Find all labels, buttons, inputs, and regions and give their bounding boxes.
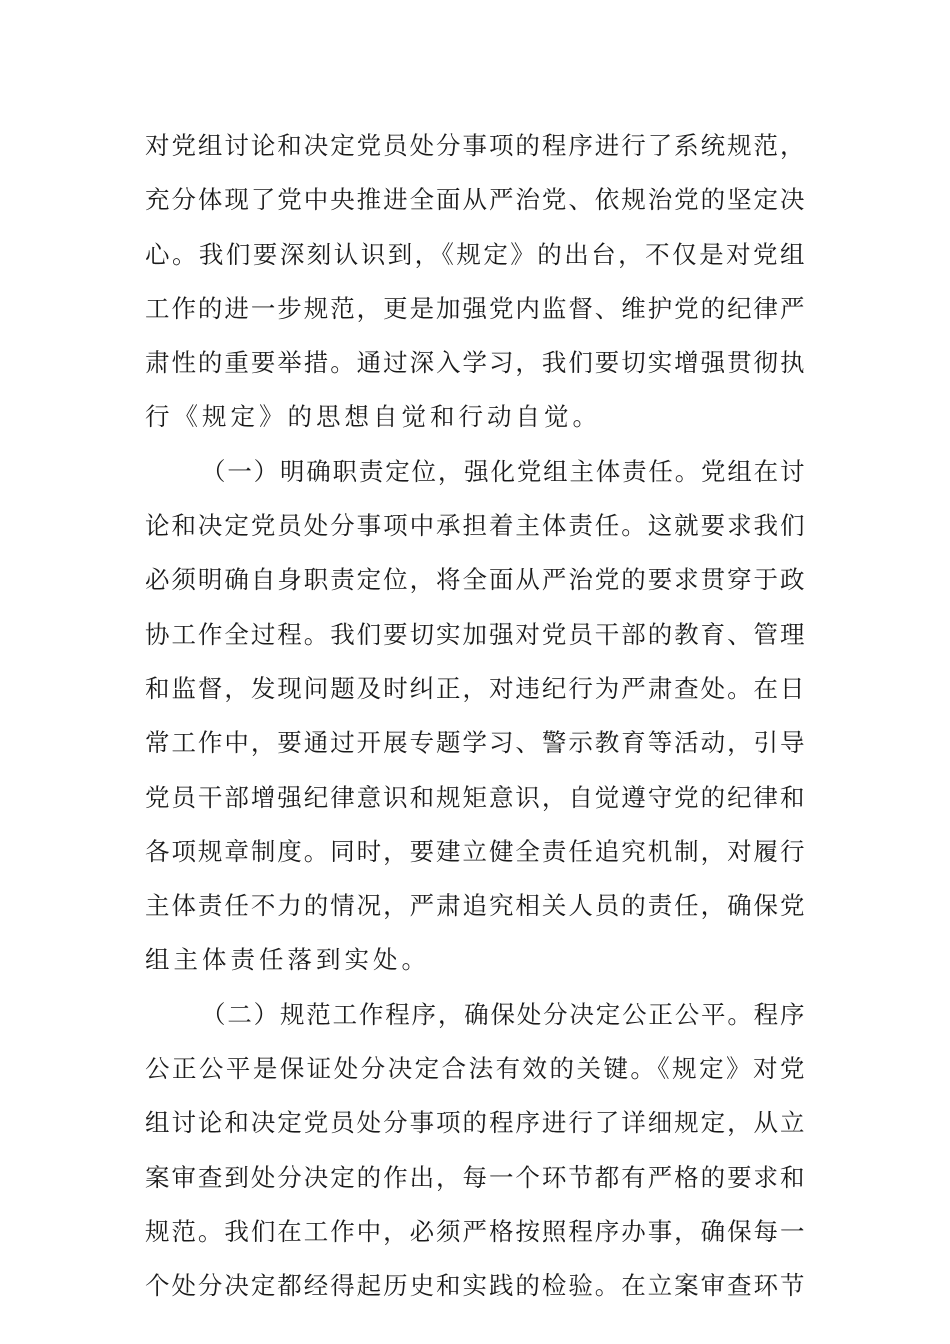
text-line: 肃性的重要举措。通过深入学习，我们要切实增强贯彻执 xyxy=(145,348,805,378)
text-line: 组主体责任落到实处。 xyxy=(145,945,430,975)
text-line: 和监督，发现问题及时纠正，对违纪行为严肃查处。在日 xyxy=(145,673,805,703)
text-line: 组讨论和决定党员处分事项的程序进行了详细规定，从立 xyxy=(145,1108,805,1138)
text-line: 必须明确自身职责定位，将全面从严治党的要求贯穿于政 xyxy=(145,565,805,595)
text-line: 行《规定》的思想自觉和行动自觉。 xyxy=(145,402,601,432)
document-body xyxy=(145,126,805,1321)
text-line: 主体责任不力的情况，严肃追究相关人员的责任，确保党 xyxy=(145,891,805,921)
text-line: 论和决定党员处分事项中承担着主体责任。这就要求我们 xyxy=(145,511,805,541)
section-heading-line: （一）明确职责定位，强化党组主体责任。党组在讨 xyxy=(201,456,805,486)
text-line: 常工作中，要通过开展专题学习、警示教育等活动，引导 xyxy=(145,728,805,758)
text-line: 工作的进一步规范，更是加强党内监督、维护党的纪律严 xyxy=(145,293,805,323)
text-line: 党员干部增强纪律意识和规矩意识，自觉遵守党的纪律和 xyxy=(145,782,805,812)
text-line: 公正公平是保证处分决定合法有效的关键。《规定》对党 xyxy=(145,1054,805,1084)
text-line: 充分体现了党中央推进全面从严治党、依规治党的坚定决 xyxy=(145,185,805,215)
section-heading-line: （二）规范工作程序，确保处分决定公正公平。程序 xyxy=(201,999,805,1029)
text-line: 各项规章制度。同时，要建立健全责任追究机制，对履行 xyxy=(145,836,805,866)
text-line: 个处分决定都经得起历史和实践的检验。在立案审查环节 xyxy=(145,1271,805,1301)
text-line: 规范。我们在工作中，必须严格按照程序办事，确保每一 xyxy=(145,1216,805,1246)
text-line: 协工作全过程。我们要切实加强对党员干部的教育、管理 xyxy=(145,619,805,649)
text-line: 案审查到处分决定的作出，每一个环节都有严格的要求和 xyxy=(145,1162,805,1192)
text-line: 对党组讨论和决定党员处分事项的程序进行了系统规范， xyxy=(145,131,805,160)
text-line: 心。我们要深刻认识到，《规定》的出台，不仅是对党组 xyxy=(145,239,805,269)
